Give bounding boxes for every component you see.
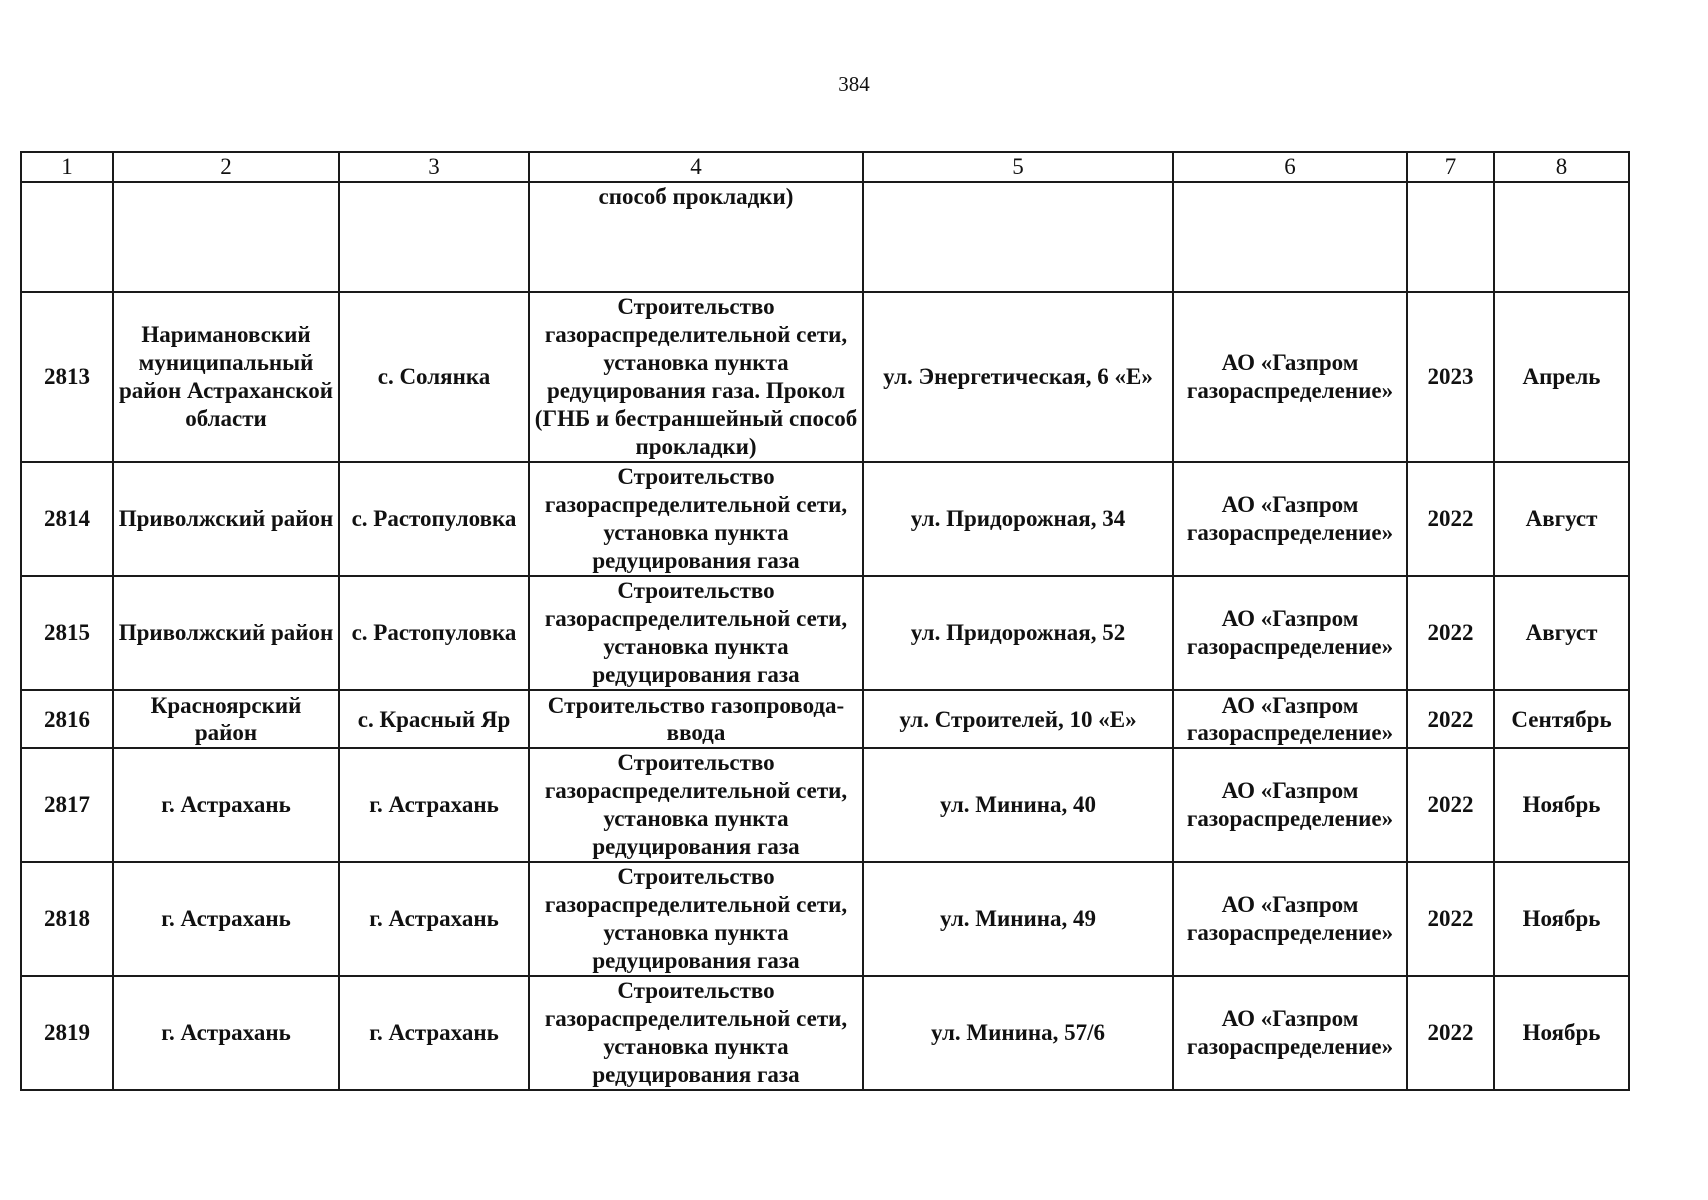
company-cell: АО «Газпром газораспределение» <box>1173 976 1407 1090</box>
header-col-8: 8 <box>1494 152 1629 182</box>
settlement-cell: г. Астрахань <box>339 976 529 1090</box>
district-cell: Красноярский район <box>113 690 339 748</box>
continuation-text: способ прокладки) <box>529 182 863 292</box>
work-cell: Строительство газораспределительной сети, установка пункта редуцирования газа <box>529 976 863 1090</box>
header-col-4: 4 <box>529 152 863 182</box>
year-cell: 2023 <box>1407 292 1494 462</box>
work-cell: Строительство газораспределительной сети, установка пункта редуцирования газа. Прокол (ГНБ и бестраншейный способ прокладки) <box>529 292 863 462</box>
year-cell: 2022 <box>1407 462 1494 576</box>
district-cell: г. Астрахань <box>113 862 339 976</box>
header-col-5: 5 <box>863 152 1173 182</box>
company-cell: АО «Газпром газораспределение» <box>1173 862 1407 976</box>
month-cell: Ноябрь <box>1494 748 1629 862</box>
settlement-cell: с. Растопуловка <box>339 576 529 690</box>
settlement-cell: с. Солянка <box>339 292 529 462</box>
address-cell: ул. Минина, 57/6 <box>863 976 1173 1090</box>
settlement-cell: с. Растопуловка <box>339 462 529 576</box>
address-cell: ул. Минина, 40 <box>863 748 1173 862</box>
table-cell <box>339 182 529 292</box>
settlement-cell: с. Красный Яр <box>339 690 529 748</box>
address-cell: ул. Строителей, 10 «Е» <box>863 690 1173 748</box>
row-number: 2814 <box>21 462 113 576</box>
company-cell: АО «Газпром газораспределение» <box>1173 292 1407 462</box>
month-cell: Ноябрь <box>1494 976 1629 1090</box>
address-cell: ул. Энергетическая, 6 «Е» <box>863 292 1173 462</box>
company-cell: АО «Газпром газораспределение» <box>1173 748 1407 862</box>
header-col-2: 2 <box>113 152 339 182</box>
district-cell: Наримановский муниципальный район Астраханской области <box>113 292 339 462</box>
row-number: 2819 <box>21 976 113 1090</box>
table-cell <box>1173 182 1407 292</box>
row-number: 2818 <box>21 862 113 976</box>
table-row <box>21 976 1629 1090</box>
work-cell: Строительство газораспределительной сети, установка пункта редуцирования газа <box>529 462 863 576</box>
table-cell <box>1407 182 1494 292</box>
year-cell: 2022 <box>1407 690 1494 748</box>
row-number: 2813 <box>21 292 113 462</box>
table-row <box>21 748 1629 862</box>
month-cell: Август <box>1494 576 1629 690</box>
row-number: 2816 <box>21 690 113 748</box>
table-row <box>21 576 1629 690</box>
header-col-7: 7 <box>1407 152 1494 182</box>
row-number: 2817 <box>21 748 113 862</box>
year-cell: 2022 <box>1407 576 1494 690</box>
page-number: 384 <box>838 72 870 96</box>
table-cell <box>113 182 339 292</box>
table-cell <box>21 182 113 292</box>
company-cell: АО «Газпром газораспределение» <box>1173 690 1407 748</box>
address-cell: ул. Придорожная, 34 <box>863 462 1173 576</box>
settlement-cell: г. Астрахань <box>339 748 529 862</box>
year-cell: 2022 <box>1407 748 1494 862</box>
address-cell: ул. Придорожная, 52 <box>863 576 1173 690</box>
table-row <box>21 462 1629 576</box>
district-cell: Приволжский район <box>113 576 339 690</box>
district-cell: г. Астрахань <box>113 748 339 862</box>
work-cell: Строительство газопровода-ввода <box>529 690 863 748</box>
table-row <box>21 862 1629 976</box>
table-cell <box>863 182 1173 292</box>
header-row <box>21 152 1629 182</box>
settlement-cell: г. Астрахань <box>339 862 529 976</box>
header-col-1: 1 <box>21 152 113 182</box>
month-cell: Апрель <box>1494 292 1629 462</box>
district-cell: Приволжский район <box>113 462 339 576</box>
company-cell: АО «Газпром газораспределение» <box>1173 576 1407 690</box>
table-row <box>21 292 1629 462</box>
table-row <box>21 690 1629 748</box>
year-cell: 2022 <box>1407 862 1494 976</box>
header-col-6: 6 <box>1173 152 1407 182</box>
district-cell: г. Астрахань <box>113 976 339 1090</box>
work-cell: Строительство газораспределительной сети, установка пункта редуцирования газа <box>529 748 863 862</box>
year-cell: 2022 <box>1407 976 1494 1090</box>
table-cell <box>1494 182 1629 292</box>
continuation-row <box>21 182 1629 292</box>
company-cell: АО «Газпром газораспределение» <box>1173 462 1407 576</box>
work-cell: Строительство газораспределительной сети, установка пункта редуцирования газа <box>529 862 863 976</box>
address-cell: ул. Минина, 49 <box>863 862 1173 976</box>
month-cell: Август <box>1494 462 1629 576</box>
month-cell: Ноябрь <box>1494 862 1629 976</box>
header-col-3: 3 <box>339 152 529 182</box>
gasification-table <box>20 151 1630 1091</box>
month-cell: Сентябрь <box>1494 690 1629 748</box>
work-cell: Строительство газораспределительной сети, установка пункта редуцирования газа <box>529 576 863 690</box>
row-number: 2815 <box>21 576 113 690</box>
